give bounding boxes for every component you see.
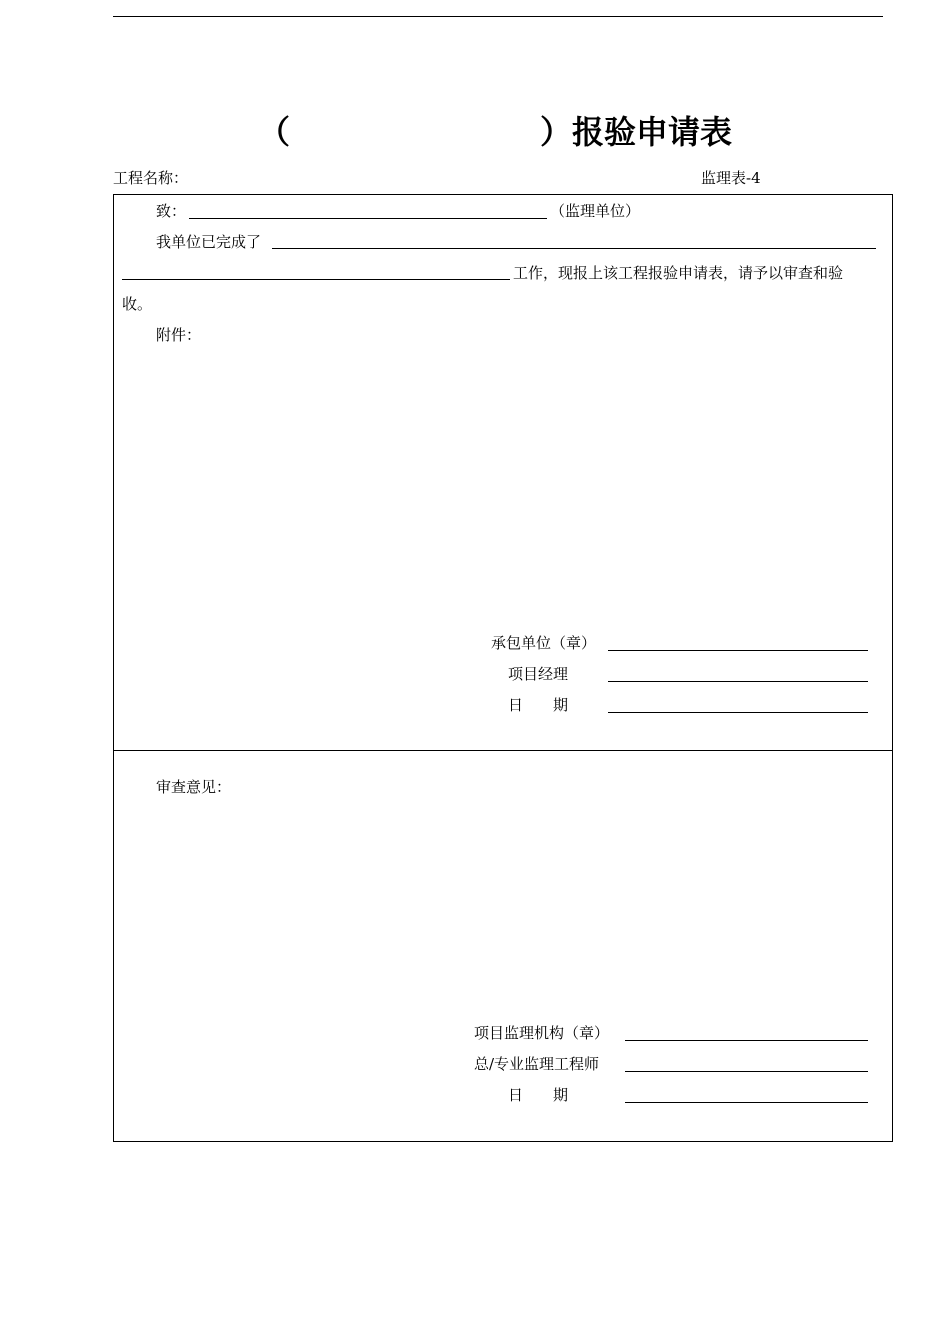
contractor-field[interactable] — [608, 650, 868, 651]
title-open-paren: （ — [258, 113, 291, 151]
form-box — [113, 194, 893, 1142]
project-name-label: 工程名称： — [113, 169, 189, 187]
work-text: 工作，现报上该工程报验申请表，请予以审查和验 — [513, 264, 844, 282]
review-date-field[interactable] — [625, 1102, 868, 1103]
engineer-label: 总/专业监理工程师 — [474, 1055, 600, 1073]
to-unit-field[interactable] — [189, 218, 547, 219]
header-rule — [113, 16, 883, 17]
form-code: 监理表-4 — [701, 169, 761, 187]
project-manager-field[interactable] — [608, 681, 868, 682]
work-text-wrap: 收。 — [122, 295, 153, 313]
contractor-label: 承包单位（章） — [491, 634, 597, 652]
supervision-org-label: 项目监理机构（章） — [474, 1024, 610, 1042]
to-suffix: （监理单位） — [550, 202, 641, 220]
application-date-field[interactable] — [608, 712, 868, 713]
section-divider — [113, 750, 893, 751]
project-manager-label: 项目经理 — [508, 665, 569, 683]
application-date-label: 日 期 — [508, 696, 569, 714]
review-date-label: 日 期 — [508, 1086, 569, 1104]
attachment-label: 附件： — [156, 326, 202, 344]
supervision-org-field[interactable] — [625, 1040, 868, 1041]
completed-work-field-2[interactable] — [122, 279, 510, 280]
engineer-field[interactable] — [625, 1071, 868, 1072]
page-title: ）报验申请表 — [540, 113, 733, 151]
review-opinion-label: 审查意见： — [156, 778, 232, 796]
completed-work-field-1[interactable] — [272, 248, 876, 249]
completed-prefix: 我单位已完成了 — [156, 233, 262, 251]
to-label: 致： — [156, 202, 187, 220]
